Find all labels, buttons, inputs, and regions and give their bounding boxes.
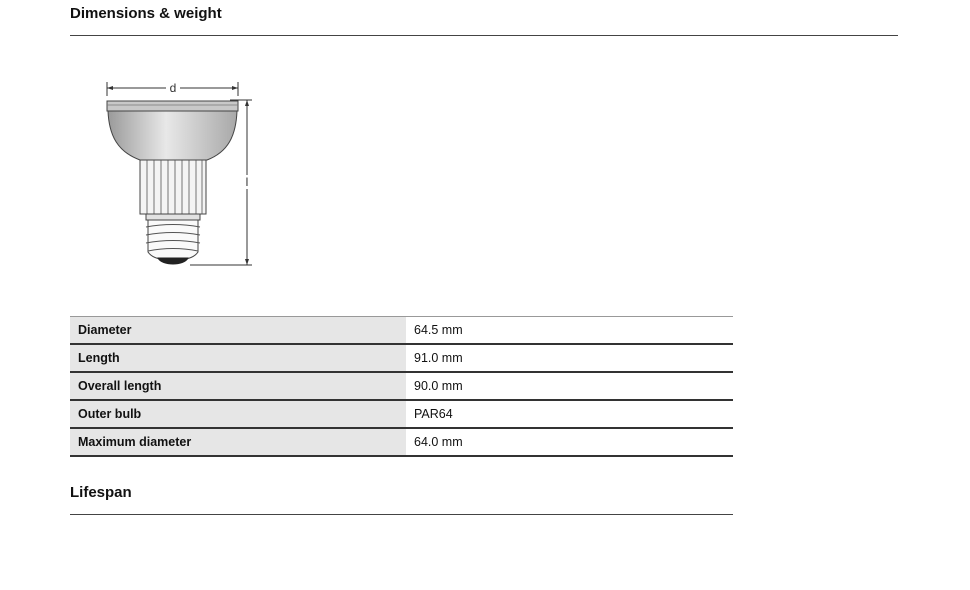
spec-value-length: 91.0 mm — [406, 344, 733, 372]
spec-label-diameter: Diameter — [70, 317, 406, 345]
spec-value-overall-length: 90.0 mm — [406, 372, 733, 400]
spec-label-length: Length — [70, 344, 406, 372]
table-row — [70, 344, 733, 372]
section-divider — [70, 514, 733, 515]
dimension-label-l: l — [245, 175, 249, 189]
dimension-label-d: d — [169, 81, 177, 95]
table-row — [70, 400, 733, 428]
spec-label-outer-bulb: Outer bulb — [70, 400, 406, 428]
section-title-lifespan: Lifespan — [70, 484, 132, 501]
spec-value-outer-bulb: PAR64 — [406, 400, 733, 428]
table-row — [70, 372, 733, 400]
dimensions-table — [70, 316, 733, 457]
spec-label-maximum-diameter: Maximum diameter — [70, 428, 406, 456]
spec-label-overall-length: Overall length — [70, 372, 406, 400]
table-row — [70, 428, 733, 456]
section-title-dimensions: Dimensions & weight — [70, 5, 222, 22]
spec-value-diameter: 64.5 mm — [406, 317, 733, 345]
section-divider — [70, 35, 898, 36]
spec-value-maximum-diameter: 64.0 mm — [406, 428, 733, 456]
table-row — [70, 317, 733, 345]
lamp-dimension-drawing — [100, 76, 260, 276]
